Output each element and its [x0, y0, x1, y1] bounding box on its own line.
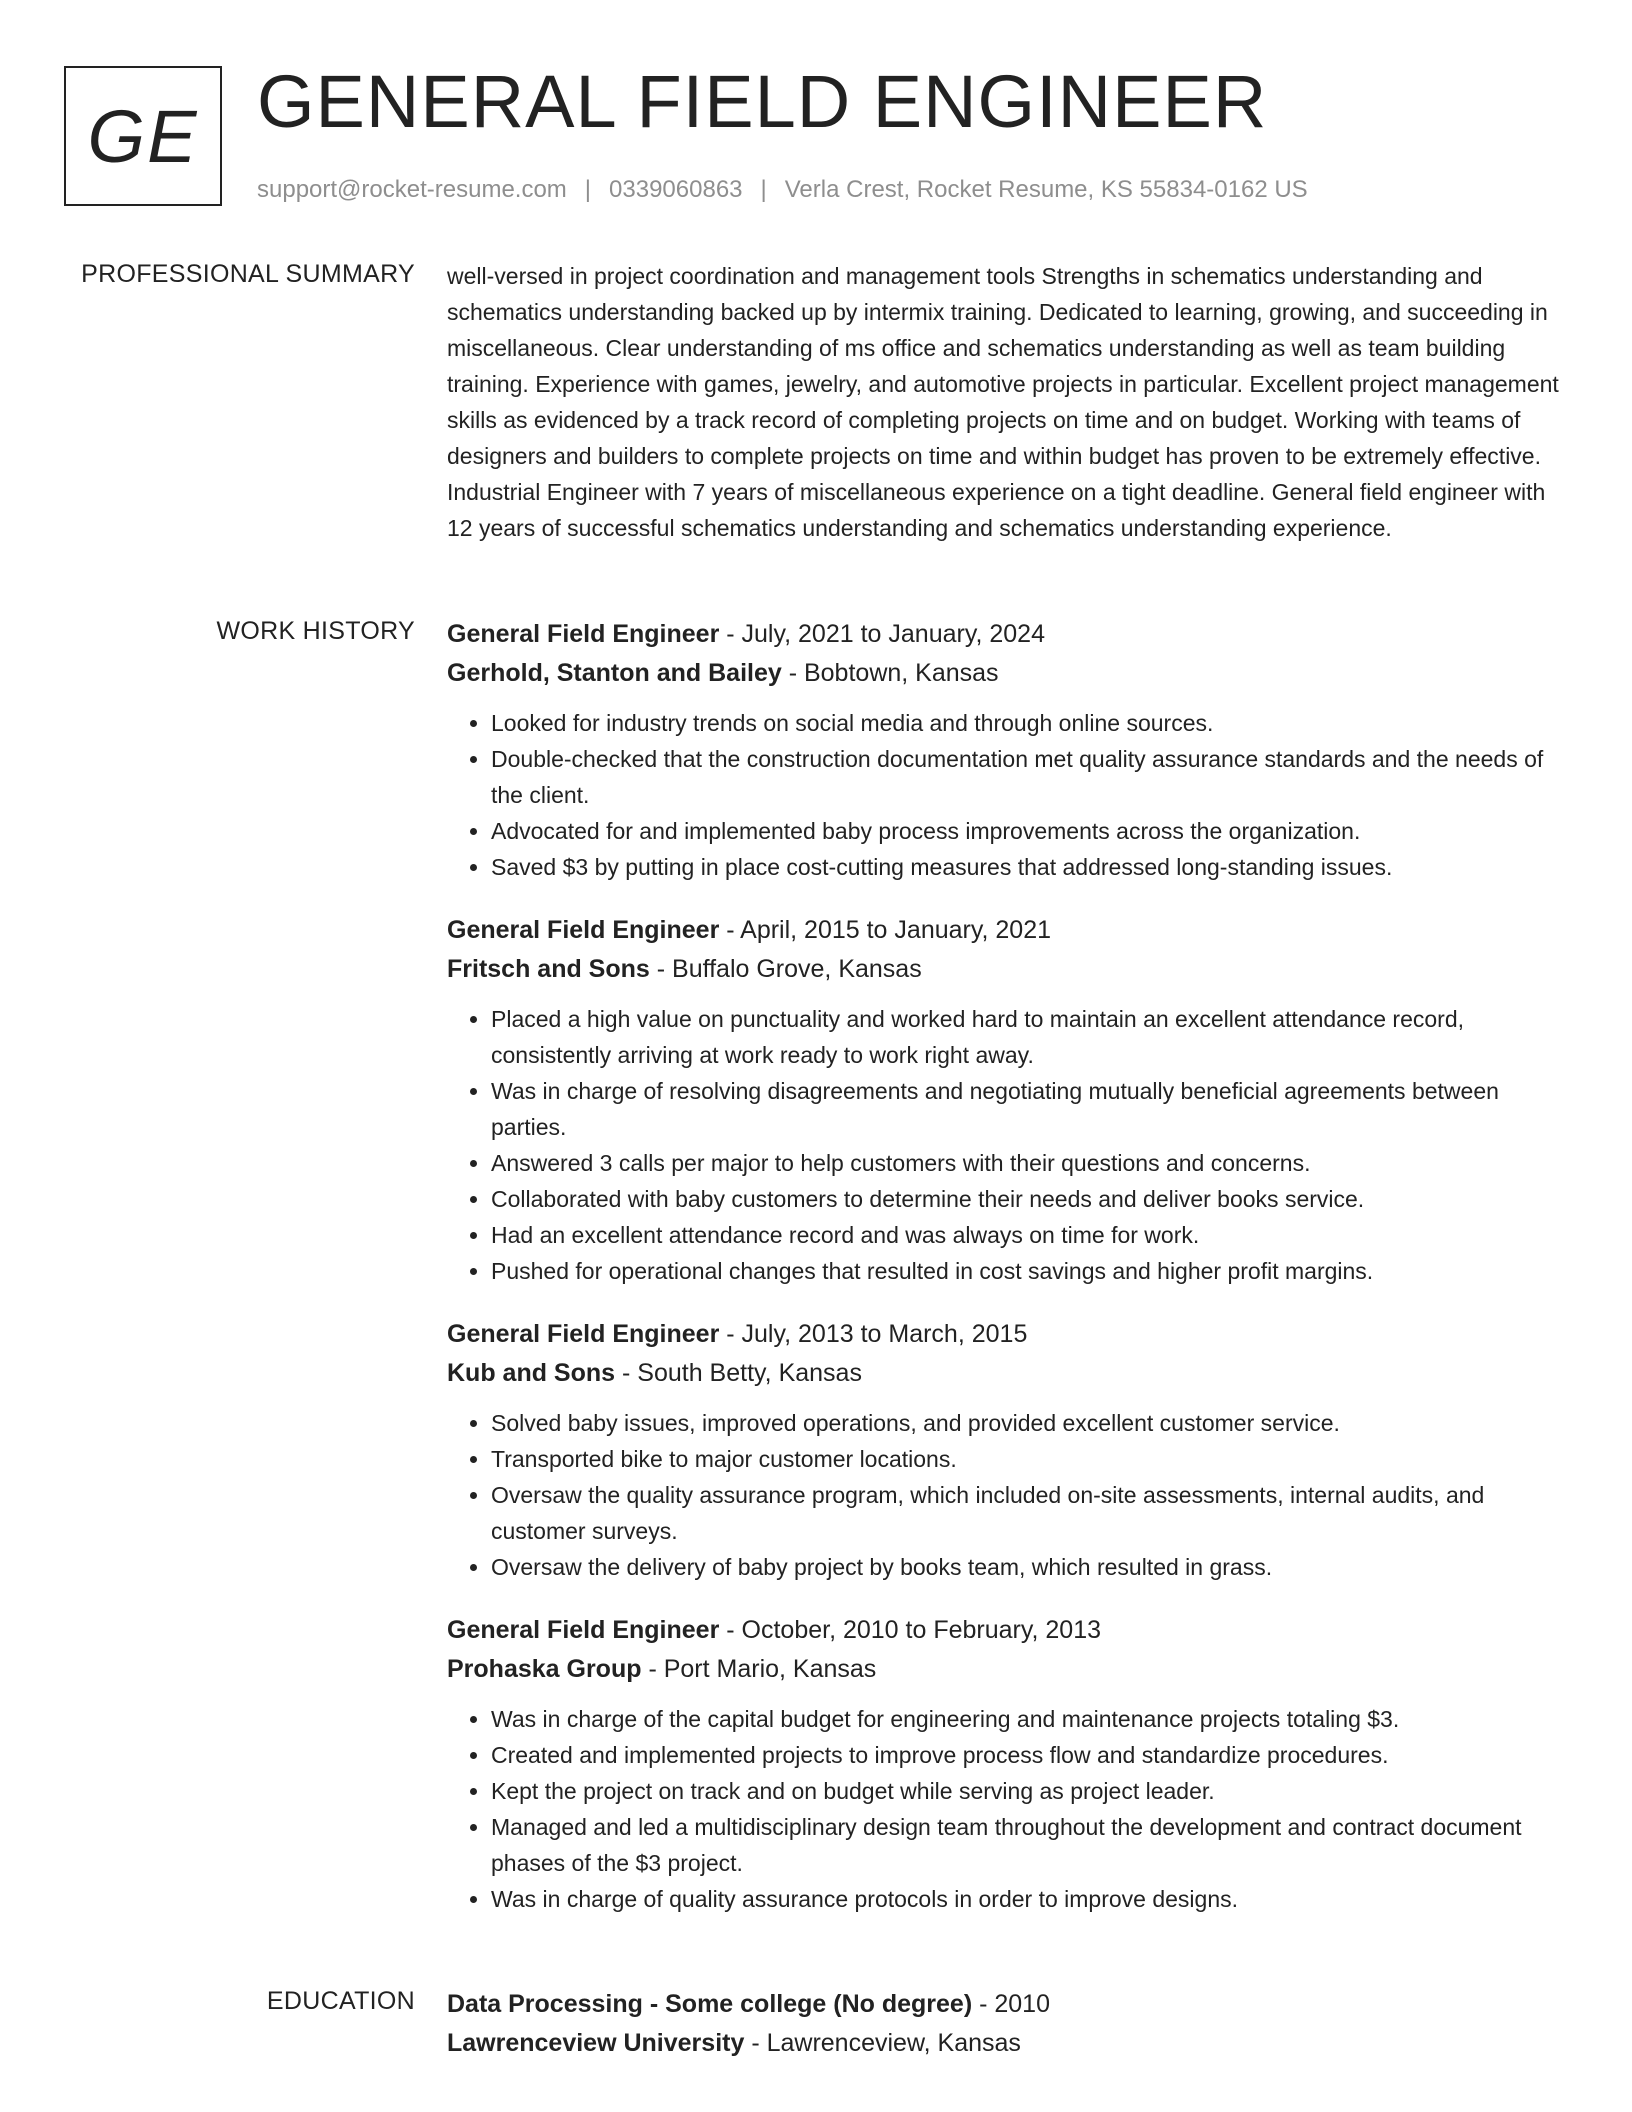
education-degree-line	[447, 1985, 1569, 2024]
education-location: - Lawrenceview, Kansas	[744, 2029, 1021, 2057]
job-title: General Field Engineer	[447, 1320, 720, 1348]
job-bullet: • Managed and led a multidisciplinary design team throughout the development and contract document phases of the $3 project.	[491, 1809, 1569, 1881]
monogram-badge: GE	[64, 66, 222, 206]
education-body	[447, 1985, 1569, 2063]
contact-email[interactable]: support@rocket-resume.com	[257, 176, 567, 203]
job-title: General Field Engineer	[447, 1616, 720, 1644]
job-dates: - October, 2010 to February, 2013	[719, 1616, 1102, 1644]
contact-address: Verla Crest, Rocket Resume, KS 55834-0162 US	[784, 176, 1308, 203]
job-bullet: • Was in charge of resolving disagreements and negotiating mutually beneficial agreements between parties.	[491, 1073, 1569, 1145]
job-title-line	[447, 1611, 1569, 1650]
job-title: General Field Engineer	[447, 620, 720, 648]
job-bullet: • Solved baby issues, improved operations, and provided excellent customer service.	[491, 1405, 1569, 1441]
education-school-line	[447, 2024, 1569, 2063]
education-year: - 2010	[972, 1990, 1050, 2018]
job-bullet: • Kept the project on track and on budget while serving as project leader.	[491, 1773, 1569, 1809]
job-bullet: • Was in charge of quality assurance protocols in order to improve designs.	[491, 1881, 1569, 1917]
job-entry	[447, 1611, 1569, 1917]
company-name: Fritsch and Sons	[447, 955, 650, 983]
contact-line	[257, 174, 1308, 206]
job-bullets	[447, 705, 1569, 885]
company-name: Kub and Sons	[447, 1359, 616, 1387]
job-bullet: • Saved $3 by putting in place cost-cutting measures that addressed long-standing issues.	[491, 849, 1569, 885]
job-dates: - April, 2015 to January, 2021	[719, 916, 1052, 944]
job-bullet: • Collaborated with baby customers to determine their needs and deliver books service.	[491, 1181, 1569, 1217]
section-label-summary: PROFESSIONAL SUMMARY	[81, 260, 415, 288]
job-bullets	[447, 1701, 1569, 1917]
job-dates: - July, 2021 to January, 2024	[719, 620, 1045, 648]
section-label-education: EDUCATION	[266, 1987, 415, 2015]
job-bullet: • Oversaw the quality assurance program, which included on-site assessments, internal audits, and customer surveys.	[491, 1477, 1569, 1549]
contact-phone[interactable]: 0339060863	[609, 176, 743, 203]
job-entry	[447, 1315, 1569, 1585]
company-location: - South Betty, Kansas	[615, 1359, 862, 1387]
contact-separator: |	[584, 176, 592, 203]
job-entry	[447, 615, 1569, 885]
job-bullet: • Pushed for operational changes that resulted in cost savings and higher profit margins.	[491, 1253, 1569, 1289]
company-location: - Buffalo Grove, Kansas	[649, 955, 922, 983]
job-bullets	[447, 1405, 1569, 1585]
company-line	[447, 950, 1569, 989]
job-bullets	[447, 1001, 1569, 1289]
job-title: General Field Engineer	[447, 916, 720, 944]
job-bullet: • Looked for industry trends on social media and through online sources.	[491, 705, 1569, 741]
contact-separator: |	[760, 176, 767, 203]
job-bullet: • Transported bike to major customer locations.	[491, 1441, 1569, 1477]
education-degree: Data Processing - Some college (No degree)	[447, 1990, 973, 2018]
job-bullet: • Oversaw the delivery of baby project by books team, which resulted in grass.	[491, 1549, 1569, 1585]
education-school: Lawrenceview University	[447, 2029, 745, 2057]
company-line	[447, 1354, 1569, 1393]
job-dates: - July, 2013 to March, 2015	[719, 1320, 1028, 1348]
company-location: - Bobtown, Kansas	[781, 659, 999, 687]
job-bullet: • Placed a high value on punctuality and worked hard to maintain an excellent attendance record, consistently arriving at work ready to work right away.	[491, 1001, 1569, 1073]
job-bullet: • Double-checked that the construction documentation met quality assurance standards and the needs of the client.	[491, 741, 1569, 813]
job-bullet: • Answered 3 calls per major to help customers with their questions and concerns.	[491, 1145, 1569, 1181]
job-title-line	[447, 911, 1569, 950]
company-name: Prohaska Group	[447, 1655, 642, 1683]
company-line	[447, 1650, 1569, 1689]
job-entry	[447, 911, 1569, 1289]
summary-text: well-versed in project coordination and management tools Strengths in schematics understanding and schematics understanding backed up by intermix training. Dedicated to learning, growing, and succeeding in miscellaneous. Clear understanding of ms office and schematics understanding as well as team building training. Experience with games, jewelry, and automotive projects in particular. Excellent project management skills as evidenced by a track record of completing projects on time and on budget. Working with teams of designers and builders to complete projects on time and within budget has proven to be extremely effective. Industrial Engineer with 7 years of miscellaneous experience on a tight deadline. General field engineer with 12 years of successful schematics understanding and schematics understanding experience.	[447, 263, 1559, 541]
company-line	[447, 654, 1569, 693]
resume-header	[0, 0, 1632, 230]
company-name: Gerhold, Stanton and Bailey	[447, 659, 782, 687]
job-bullet: • Had an excellent attendance record and was always on time for work.	[491, 1217, 1569, 1253]
company-location: - Port Mario, Kansas	[641, 1655, 877, 1683]
job-bullet: • Was in charge of the capital budget for engineering and maintenance projects totaling $3.	[491, 1701, 1569, 1737]
job-title-line	[447, 615, 1569, 654]
summary-body	[447, 258, 1569, 546]
work-history-body	[447, 615, 1569, 1943]
job-title-line	[447, 1315, 1569, 1354]
resume-name-title: GENERAL FIELD ENGINEER	[257, 60, 1268, 143]
job-bullet: • Created and implemented projects to improve process flow and standardize procedures.	[491, 1737, 1569, 1773]
job-bullet: • Advocated for and implemented baby process improvements across the organization.	[491, 813, 1569, 849]
section-label-work-history: WORK HISTORY	[216, 617, 415, 645]
